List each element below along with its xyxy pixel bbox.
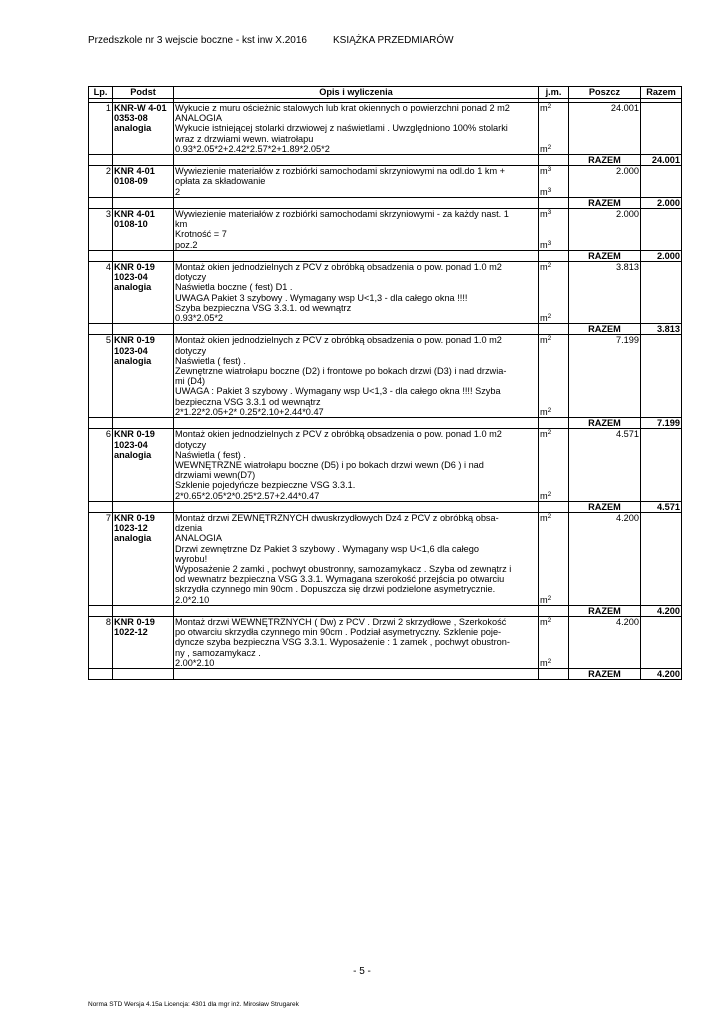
razem-label: RAZEM <box>569 197 641 208</box>
footer-license: Norma STD Wersja 4.15a Licencja: 4301 dla mgr inż. Mirosław Strugarek <box>88 1001 299 1008</box>
row-jm-bottom: $m^2$ <box>540 594 552 605</box>
row-jm-top: $m^2$ <box>540 616 552 627</box>
row-jm <box>539 429 569 501</box>
razem-row <box>89 605 682 616</box>
row-razem-empty <box>641 335 682 418</box>
col-header-lp: Lp. <box>89 87 113 99</box>
row-jm <box>539 512 569 605</box>
row-jm-bottom: $m^2$ <box>540 657 552 668</box>
razem-value: 3.813 <box>641 324 682 335</box>
razem-label: RAZEM <box>569 155 641 166</box>
razem-value: 4.200 <box>641 605 682 616</box>
row-lp: 5 <box>89 335 113 418</box>
row-lp: 7 <box>89 512 113 605</box>
row-jm <box>539 335 569 418</box>
col-header-podst: Podst <box>113 87 174 99</box>
row-jm-top: $m^2$ <box>540 262 552 273</box>
row-opis: Montaż okien jednodzielnych z PCV z obróbką obsadzenia o pow. ponad 1.0 m2 dotyczy Naświetla ( fest) . Zewnętrzne wiatrołapu boczne (D2) i frontowe po bokach drzwi (D3) i nad drzwia- mi (D4) UWAGA : Pakiet 3 szybowy . Wymagany wsp U<1,3 - dla całego okna !!!! Szyba bezpieczna VSG 3.3.1 od wewnątrz 2*1.22*2.05+2* 0.25*2.10+2.44*0.47 <box>174 335 539 418</box>
row-jm-top: $m^2$ <box>540 335 552 346</box>
page-number: - 5 - <box>353 966 371 977</box>
row-opis: Wywiezienie materiałów z rozbiórki samochodami skrzyniowymi - za każdy nast. 1 km Krotność = 7 poz.2 <box>174 209 539 251</box>
razem-row <box>89 197 682 208</box>
row-razem-empty <box>641 209 682 251</box>
row-lp: 3 <box>89 209 113 251</box>
razem-value: 7.199 <box>641 418 682 429</box>
row-jm-top: $m^3$ <box>540 166 552 177</box>
row-podst: KNR 0-19 1023-04 analogia <box>113 429 174 501</box>
table-row <box>89 209 682 251</box>
row-razem-empty <box>641 103 682 155</box>
row-poszcz: 4.200 <box>569 616 641 668</box>
row-opis: Wykucie z muru ościeżnic stalowych lub krat okiennych o powierzchni ponad 2 m2 ANALOGIA Wykucie istniejącej stolarki drzwiowej z naświetlami . Uwzględniono 100% stolarki wraz z drzwiami wewn. wiatrołapu 0.93*2.05*2+2.42*2.57*2+1.89*2.05*2 <box>174 103 539 155</box>
row-podst: KNR 0-19 1022-12 <box>113 616 174 668</box>
row-jm-top: $m^3$ <box>540 209 552 220</box>
table-row <box>89 429 682 501</box>
row-jm-top: $m^2$ <box>540 103 552 113</box>
row-jm <box>539 209 569 251</box>
col-header-razem: Razem <box>641 87 682 99</box>
table-row <box>89 512 682 605</box>
table-row <box>89 262 682 324</box>
col-header-jm: j.m. <box>539 87 569 99</box>
row-jm-bottom: $m^2$ <box>540 490 552 501</box>
row-razem-empty <box>641 616 682 668</box>
row-podst: KNR 0-19 1023-12 analogia <box>113 512 174 605</box>
row-jm <box>539 262 569 324</box>
row-jm-bottom: $m^2$ <box>540 313 552 324</box>
row-poszcz: 24.001 <box>569 103 641 155</box>
razem-value: 2.000 <box>641 250 682 261</box>
table-row <box>89 616 682 668</box>
row-jm <box>539 616 569 668</box>
razem-label: RAZEM <box>569 501 641 512</box>
row-podst: KNR 4-01 0108-09 <box>113 166 174 198</box>
row-jm-bottom: $m^3$ <box>540 239 552 250</box>
table-row <box>89 166 682 198</box>
table-body <box>89 103 682 680</box>
row-podst: KNR 0-19 1023-04 analogia <box>113 335 174 418</box>
razem-label: RAZEM <box>569 418 641 429</box>
row-opis: Montaż okien jednodzielnych z PCV z obróbką obsadzenia o pow. ponad 1.0 m2 dotyczy Naświetla boczne ( fest) D1 . UWAGA Pakiet 3 szybowy . Wymagany wsp U<1,3 - dla całego okna !!!! Szyba bezpieczna VSG 3.3.1. od wewnątrz 0.93*2.05*2 <box>174 262 539 324</box>
row-jm-bottom: $m^2$ <box>540 406 552 417</box>
razem-label: RAZEM <box>569 324 641 335</box>
page-header <box>88 35 454 46</box>
razem-label: RAZEM <box>569 250 641 261</box>
row-poszcz: 3.813 <box>569 262 641 324</box>
row-lp: 4 <box>89 262 113 324</box>
col-header-opis: Opis i wyliczenia <box>174 87 539 99</box>
table-row <box>89 103 682 155</box>
row-lp: 8 <box>89 616 113 668</box>
row-poszcz: 2.000 <box>569 166 641 198</box>
row-jm-top: $m^2$ <box>540 429 552 440</box>
row-razem-empty <box>641 512 682 605</box>
razem-value: 4.571 <box>641 501 682 512</box>
row-jm <box>539 166 569 198</box>
row-opis: Montaż drzwi ZEWNĘTRZNYCH dwuskrzydłowych Dz4 z PCV z obróbką obsa- dzenia ANALOGIA Drzwi zewnętrzne Dz Pakiet 3 szybowy . Wymagany wsp U<1,6 dla całego wyrobu! Wyposażenie 2 zamki , pochwyt obustronny, samozamykacz . Szyba od zewnątrz i od wewnatrz bezpieczna VSG 3.3.1. Wymagana szerokość przejścia po otwarciu skrzydła czynnego min 90cm . Dopuszcza się drzwi podzielone asymetrycznie. 2.0*2.10 <box>174 512 539 605</box>
razem-value: 24.001 <box>641 155 682 166</box>
przedmiar-table <box>88 86 682 680</box>
row-poszcz: 7.199 <box>569 335 641 418</box>
row-podst: KNR-W 4-01 0353-08 analogia <box>113 103 174 155</box>
row-poszcz: 2.000 <box>569 209 641 251</box>
row-jm-bottom: $m^3$ <box>540 186 552 197</box>
row-podst: KNR 4-01 0108-10 <box>113 209 174 251</box>
row-opis: Montaż drzwi WEWNĘTRZNYCH ( Dw) z PCV . Drzwi 2 skrzydłowe , Szerkokość po otwarciu skrzydła czynnego min 90cm . Podział asymetryczny. Szklenie poje- dyncze szyba bezpieczna VSG 3.3.1. Wyposażenie : 1 zamek , pochwyt obustron- ny , samozamykacz . 2.00*2.10 <box>174 616 539 668</box>
table-header <box>89 87 682 103</box>
razem-row <box>89 324 682 335</box>
row-poszcz: 4.571 <box>569 429 641 501</box>
row-lp: 6 <box>89 429 113 501</box>
razem-value: 2.000 <box>641 197 682 208</box>
razem-row <box>89 501 682 512</box>
row-jm-top: $m^2$ <box>540 512 552 523</box>
row-jm <box>539 103 569 155</box>
row-razem-empty <box>641 166 682 198</box>
header-project: Przedszkole nr 3 wejscie boczne - kst inw X.2016 <box>88 35 307 46</box>
row-lp: 1 <box>89 103 113 155</box>
row-jm-bottom: $m^2$ <box>540 143 552 154</box>
razem-label: RAZEM <box>569 668 641 679</box>
row-razem-empty <box>641 429 682 501</box>
row-razem-empty <box>641 262 682 324</box>
row-opis: Montaż okien jednodzielnych z PCV z obróbką obsadzenia o pow. ponad 1.0 m2 dotyczy Naświetla ( fest) . WEWNĘTRZNE wiatrołapu boczne (D5) i po bokach drzwi wewn (D6 ) i nad drzwiami wewn(D7) Szklenie pojedyńcze bezpieczne VSG 3.3.1. 2*0.65*2.05*2*0.25*2.57+2.44*0.47 <box>174 429 539 501</box>
row-opis: Wywiezienie materiałów z rozbiórki samochodami skrzyniowymi na odl.do 1 km + opłata za składowanie 2 <box>174 166 539 198</box>
razem-row <box>89 155 682 166</box>
razem-row <box>89 250 682 261</box>
razem-label: RAZEM <box>569 605 641 616</box>
razem-row <box>89 418 682 429</box>
razem-row <box>89 668 682 679</box>
row-podst: KNR 0-19 1023-04 analogia <box>113 262 174 324</box>
row-poszcz: 4.200 <box>569 512 641 605</box>
table-row <box>89 335 682 418</box>
col-header-poszcz: Poszcz <box>569 87 641 99</box>
header-document-type: KSIĄŻKA PRZEDMIARÓW <box>333 35 454 46</box>
row-lp: 2 <box>89 166 113 198</box>
razem-value: 4.200 <box>641 668 682 679</box>
